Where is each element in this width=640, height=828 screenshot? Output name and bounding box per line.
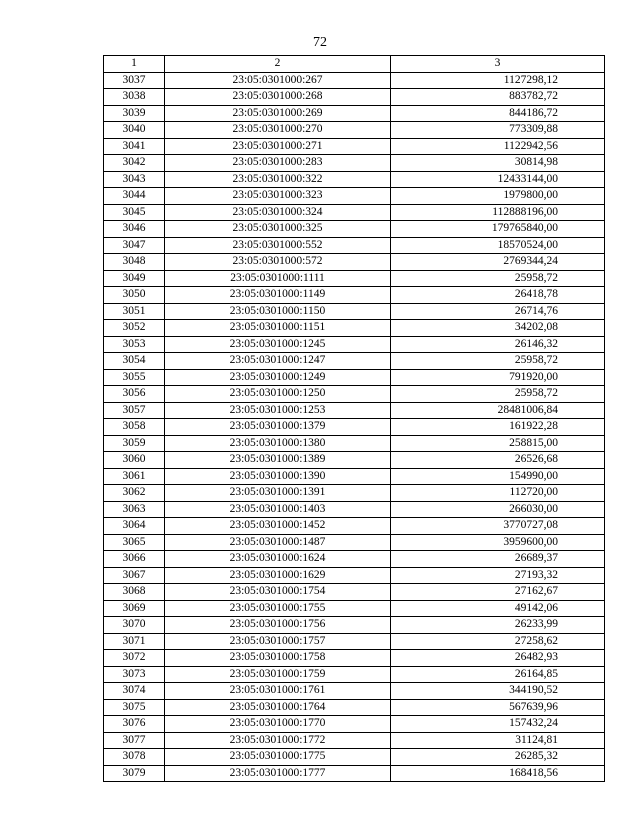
value-cell: 154990,00 [391, 468, 605, 485]
row-number-cell: 3073 [104, 666, 165, 683]
table-header-row [104, 56, 605, 73]
row-number-cell: 3070 [104, 617, 165, 634]
cadastral-number-cell: 23:05:0301000:1770 [165, 716, 391, 733]
cadastral-number-cell: 23:05:0301000:325 [165, 221, 391, 238]
table-row [104, 600, 605, 617]
row-number-cell: 3038 [104, 89, 165, 106]
row-number-cell: 3040 [104, 122, 165, 139]
value-cell: 179765840,00 [391, 221, 605, 238]
value-cell: 26164,85 [391, 666, 605, 683]
cadastral-number-cell: 23:05:0301000:324 [165, 204, 391, 221]
row-number-cell: 3052 [104, 320, 165, 337]
table-row [104, 188, 605, 205]
cadastral-number-cell: 23:05:0301000:1758 [165, 650, 391, 667]
row-number-cell: 3068 [104, 584, 165, 601]
cadastral-number-cell: 23:05:0301000:271 [165, 138, 391, 155]
value-cell: 25958,72 [391, 270, 605, 287]
cadastral-number-cell: 23:05:0301000:1253 [165, 402, 391, 419]
row-number-cell: 3079 [104, 765, 165, 782]
row-number-cell: 3061 [104, 468, 165, 485]
table-row [104, 287, 605, 304]
table-row [104, 468, 605, 485]
cadastral-number-cell: 23:05:0301000:1629 [165, 567, 391, 584]
cadastral-number-cell: 23:05:0301000:1391 [165, 485, 391, 502]
row-number-cell: 3075 [104, 699, 165, 716]
cadastral-number-cell: 23:05:0301000:323 [165, 188, 391, 205]
table-row [104, 518, 605, 535]
cadastral-number-cell: 23:05:0301000:1754 [165, 584, 391, 601]
row-number-cell: 3042 [104, 155, 165, 172]
cadastral-number-cell: 23:05:0301000:1389 [165, 452, 391, 469]
cadastral-number-cell: 23:05:0301000:1249 [165, 369, 391, 386]
table-row [104, 699, 605, 716]
table-row [104, 716, 605, 733]
table-row [104, 402, 605, 419]
value-cell: 844186,72 [391, 105, 605, 122]
row-number-cell: 3057 [104, 402, 165, 419]
value-cell: 26526,68 [391, 452, 605, 469]
row-number-cell: 3059 [104, 435, 165, 452]
table-row [104, 732, 605, 749]
table-row [104, 749, 605, 766]
row-number-cell: 3054 [104, 353, 165, 370]
table-row [104, 584, 605, 601]
table-row [104, 633, 605, 650]
header-column-1: 1 [104, 56, 165, 73]
table-body [104, 72, 605, 782]
value-cell: 157432,24 [391, 716, 605, 733]
table-row [104, 386, 605, 403]
table-row [104, 534, 605, 551]
row-number-cell: 3051 [104, 303, 165, 320]
value-cell: 773309,88 [391, 122, 605, 139]
value-cell: 34202,08 [391, 320, 605, 337]
value-cell: 112888196,00 [391, 204, 605, 221]
row-number-cell: 3041 [104, 138, 165, 155]
cadastral-number-cell: 23:05:0301000:552 [165, 237, 391, 254]
table-row [104, 336, 605, 353]
row-number-cell: 3048 [104, 254, 165, 271]
table-row [104, 105, 605, 122]
row-number-cell: 3047 [104, 237, 165, 254]
table-row [104, 72, 605, 89]
table-row [104, 303, 605, 320]
cadastral-number-cell: 23:05:0301000:268 [165, 89, 391, 106]
cadastral-number-cell: 23:05:0301000:1764 [165, 699, 391, 716]
row-number-cell: 3060 [104, 452, 165, 469]
row-number-cell: 3067 [104, 567, 165, 584]
value-cell: 3770727,08 [391, 518, 605, 535]
row-number-cell: 3072 [104, 650, 165, 667]
cadastral-number-cell: 23:05:0301000:1403 [165, 501, 391, 518]
value-cell: 1122942,56 [391, 138, 605, 155]
cadastral-number-cell: 23:05:0301000:1761 [165, 683, 391, 700]
value-cell: 25958,72 [391, 386, 605, 403]
cadastral-number-cell: 23:05:0301000:1452 [165, 518, 391, 535]
value-cell: 791920,00 [391, 369, 605, 386]
value-cell: 1127298,12 [391, 72, 605, 89]
cadastral-number-cell: 23:05:0301000:1772 [165, 732, 391, 749]
value-cell: 112720,00 [391, 485, 605, 502]
cadastral-number-cell: 23:05:0301000:1149 [165, 287, 391, 304]
row-number-cell: 3063 [104, 501, 165, 518]
cadastral-number-cell: 23:05:0301000:1757 [165, 633, 391, 650]
row-number-cell: 3058 [104, 419, 165, 436]
table-row [104, 485, 605, 502]
table-row [104, 155, 605, 172]
table-row [104, 419, 605, 436]
table-row [104, 435, 605, 452]
row-number-cell: 3056 [104, 386, 165, 403]
cadastral-number-cell: 23:05:0301000:270 [165, 122, 391, 139]
value-cell: 31124,81 [391, 732, 605, 749]
cadastral-number-cell: 23:05:0301000:1777 [165, 765, 391, 782]
table-row [104, 683, 605, 700]
value-cell: 26146,32 [391, 336, 605, 353]
cadastral-number-cell: 23:05:0301000:1390 [165, 468, 391, 485]
table-row [104, 138, 605, 155]
table-row [104, 221, 605, 238]
row-number-cell: 3053 [104, 336, 165, 353]
row-number-cell: 3045 [104, 204, 165, 221]
row-number-cell: 3078 [104, 749, 165, 766]
row-number-cell: 3039 [104, 105, 165, 122]
value-cell: 2769344,24 [391, 254, 605, 271]
table-row [104, 501, 605, 518]
table-row [104, 369, 605, 386]
cadastral-number-cell: 23:05:0301000:1756 [165, 617, 391, 634]
table-row [104, 237, 605, 254]
row-number-cell: 3062 [104, 485, 165, 502]
value-cell: 883782,72 [391, 89, 605, 106]
table-row [104, 666, 605, 683]
row-number-cell: 3066 [104, 551, 165, 568]
table-row [104, 617, 605, 634]
cadastral-number-cell: 23:05:0301000:269 [165, 105, 391, 122]
value-cell: 567639,96 [391, 699, 605, 716]
table-row [104, 122, 605, 139]
table-row [104, 567, 605, 584]
value-cell: 26285,32 [391, 749, 605, 766]
cadastral-number-cell: 23:05:0301000:322 [165, 171, 391, 188]
row-number-cell: 3076 [104, 716, 165, 733]
value-cell: 25958,72 [391, 353, 605, 370]
row-number-cell: 3074 [104, 683, 165, 700]
row-number-cell: 3077 [104, 732, 165, 749]
cadastral-number-cell: 23:05:0301000:1150 [165, 303, 391, 320]
cadastral-number-cell: 23:05:0301000:1111 [165, 270, 391, 287]
row-number-cell: 3044 [104, 188, 165, 205]
row-number-cell: 3049 [104, 270, 165, 287]
value-cell: 26418,78 [391, 287, 605, 304]
table-row [104, 320, 605, 337]
table-row [104, 452, 605, 469]
cadastral-number-cell: 23:05:0301000:572 [165, 254, 391, 271]
cadastral-number-cell: 23:05:0301000:1624 [165, 551, 391, 568]
value-cell: 161922,28 [391, 419, 605, 436]
cadastral-number-cell: 23:05:0301000:1380 [165, 435, 391, 452]
value-cell: 344190,52 [391, 683, 605, 700]
value-cell: 258815,00 [391, 435, 605, 452]
cadastral-number-cell: 23:05:0301000:1245 [165, 336, 391, 353]
value-cell: 266030,00 [391, 501, 605, 518]
row-number-cell: 3037 [104, 72, 165, 89]
table-row [104, 650, 605, 667]
cadastral-number-cell: 23:05:0301000:1755 [165, 600, 391, 617]
value-cell: 27258,62 [391, 633, 605, 650]
row-number-cell: 3043 [104, 171, 165, 188]
value-cell: 26714,76 [391, 303, 605, 320]
cadastral-number-cell: 23:05:0301000:1775 [165, 749, 391, 766]
cadastral-number-cell: 23:05:0301000:1487 [165, 534, 391, 551]
table-row [104, 353, 605, 370]
value-cell: 26482,93 [391, 650, 605, 667]
cadastral-number-cell: 23:05:0301000:267 [165, 72, 391, 89]
table-row [104, 765, 605, 782]
cadastral-number-cell: 23:05:0301000:283 [165, 155, 391, 172]
table-row [104, 89, 605, 106]
row-number-cell: 3050 [104, 287, 165, 304]
cadastral-value-table [103, 55, 605, 782]
row-number-cell: 3069 [104, 600, 165, 617]
page-number: 72 [313, 35, 327, 50]
cadastral-number-cell: 23:05:0301000:1250 [165, 386, 391, 403]
row-number-cell: 3065 [104, 534, 165, 551]
value-cell: 12433144,00 [391, 171, 605, 188]
value-cell: 27162,67 [391, 584, 605, 601]
value-cell: 168418,56 [391, 765, 605, 782]
value-cell: 26233,99 [391, 617, 605, 634]
cadastral-number-cell: 23:05:0301000:1151 [165, 320, 391, 337]
value-cell: 30814,98 [391, 155, 605, 172]
row-number-cell: 3064 [104, 518, 165, 535]
row-number-cell: 3046 [104, 221, 165, 238]
value-cell: 28481006,84 [391, 402, 605, 419]
value-cell: 27193,32 [391, 567, 605, 584]
header-column-2: 2 [165, 56, 391, 73]
header-column-3: 3 [391, 56, 605, 73]
value-cell: 49142,06 [391, 600, 605, 617]
table-row [104, 270, 605, 287]
table-row [104, 204, 605, 221]
value-cell: 26689,37 [391, 551, 605, 568]
cadastral-number-cell: 23:05:0301000:1759 [165, 666, 391, 683]
value-cell: 1979800,00 [391, 188, 605, 205]
table-row [104, 171, 605, 188]
table-row [104, 254, 605, 271]
cadastral-number-cell: 23:05:0301000:1247 [165, 353, 391, 370]
table-header [104, 56, 605, 73]
value-cell: 3959600,00 [391, 534, 605, 551]
row-number-cell: 3055 [104, 369, 165, 386]
value-cell: 18570524,00 [391, 237, 605, 254]
table-row [104, 551, 605, 568]
cadastral-number-cell: 23:05:0301000:1379 [165, 419, 391, 436]
row-number-cell: 3071 [104, 633, 165, 650]
